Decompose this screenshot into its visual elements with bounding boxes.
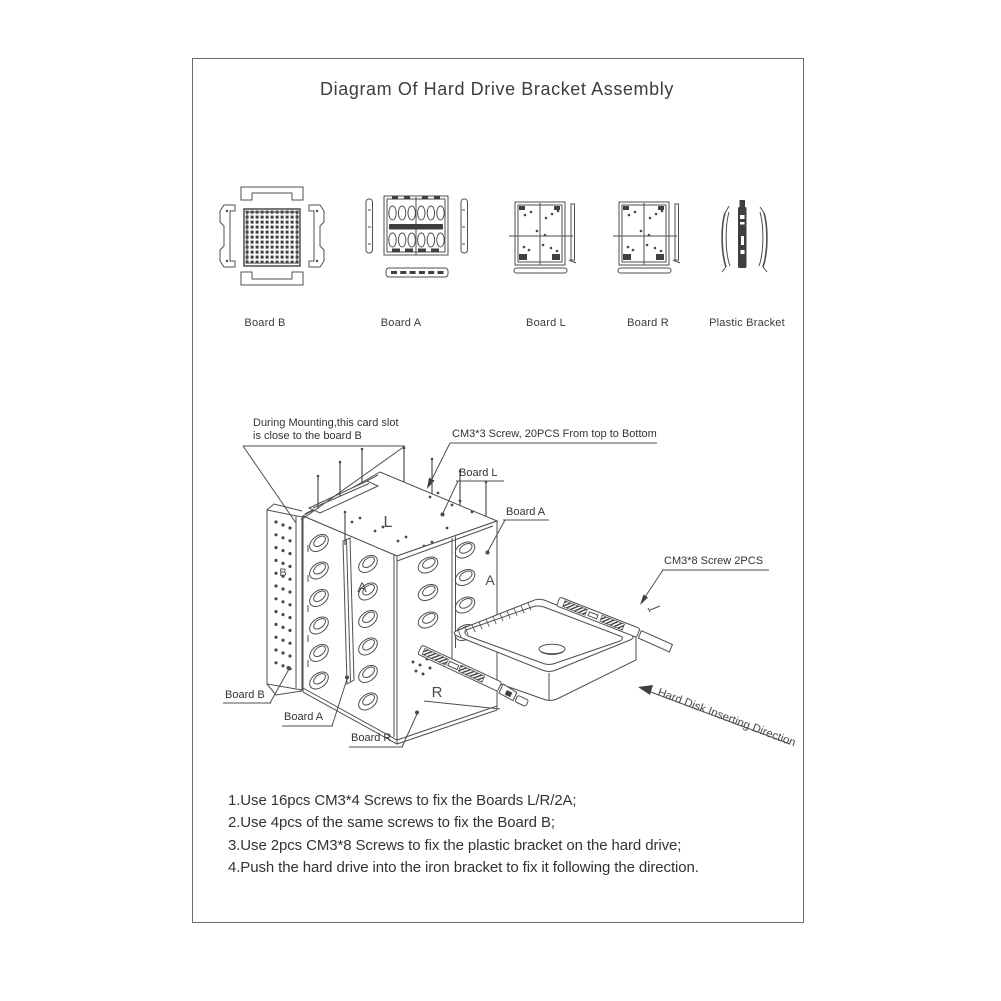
part-label-board-a: Board A: [380, 317, 422, 329]
insert-direction-arrowhead: [638, 685, 653, 695]
board-a-lower-pointer-dot: [345, 676, 349, 680]
assembly-cage: [279, 447, 500, 744]
insert-direction-annotation: [638, 685, 797, 749]
instruction-step-1: 1.Use 16pcs CM3*4 Screws to fix the Boards L/R/2A;: [228, 792, 577, 809]
callout-card-slot: [253, 417, 399, 443]
board-a-strip-dashes: [391, 271, 444, 274]
assembly-board-b-panel: [267, 504, 302, 695]
part-label-board-b: Board B: [244, 317, 286, 329]
cm3-3-arrowhead: [427, 478, 435, 490]
cm3-8-arrowhead: [640, 595, 648, 606]
plastic-bracket-drawing: [722, 200, 767, 272]
instruction-step-4: 4.Push the hard drive into the iron bracket to fix it following the direction.: [228, 858, 699, 876]
cage-letter-front: A: [357, 579, 367, 595]
page-title: Diagram Of Hard Drive Bracket Assembly: [320, 79, 674, 99]
board-a-drawing: [366, 196, 468, 277]
board-b-pointer-dot: [287, 666, 291, 670]
cage-letter-left: B: [279, 567, 287, 579]
board-l-pointer-dot: [441, 513, 445, 517]
callout-cm3-8: CM3*8 Screw 2PCS: [664, 555, 764, 567]
instruction-step-3: 3.Use 2pcs CM3*8 Screws to fix the plastic bracket on the hard drive;: [228, 836, 682, 854]
cage-letter-right: A: [485, 572, 495, 588]
part-label-plastic-bracket: Plastic Bracket: [709, 317, 785, 329]
callout-card-slot-line1: During Mounting,this card slot: [253, 417, 399, 429]
board-r-drawing: [613, 202, 680, 273]
cage-letter-top: L: [383, 514, 393, 531]
insert-direction-label: Hard Disk Inserting Direction: [655, 686, 798, 750]
callout-board-l: Board L: [459, 467, 498, 479]
callout-board-b: Board B: [225, 689, 265, 701]
cage-letter-bottom-right: R: [431, 684, 443, 701]
callout-card-slot-line2: is close to the board B: [253, 430, 362, 442]
callout-board-a-upper: Board A: [506, 506, 546, 518]
callout-cm3-3: CM3*3 Screw, 20PCS From top to Bottom: [452, 428, 657, 440]
part-label-board-r: Board R: [627, 317, 669, 329]
callout-board-r: Board R: [351, 732, 392, 744]
callout-board-a-lower: Board A: [284, 711, 324, 723]
board-a-upper-pointer-dot: [486, 551, 490, 555]
board-l-drawing: [509, 202, 576, 273]
board-b-drawing: [220, 187, 324, 285]
part-label-board-l: Board L: [526, 317, 566, 329]
cm3-8-screws: [648, 606, 660, 612]
board-r-pointer-dot: [415, 711, 419, 715]
instruction-step-2: 2.Use 4pcs of the same screws to fix the Board B;: [228, 814, 555, 832]
assembly-instructions: [228, 790, 699, 879]
